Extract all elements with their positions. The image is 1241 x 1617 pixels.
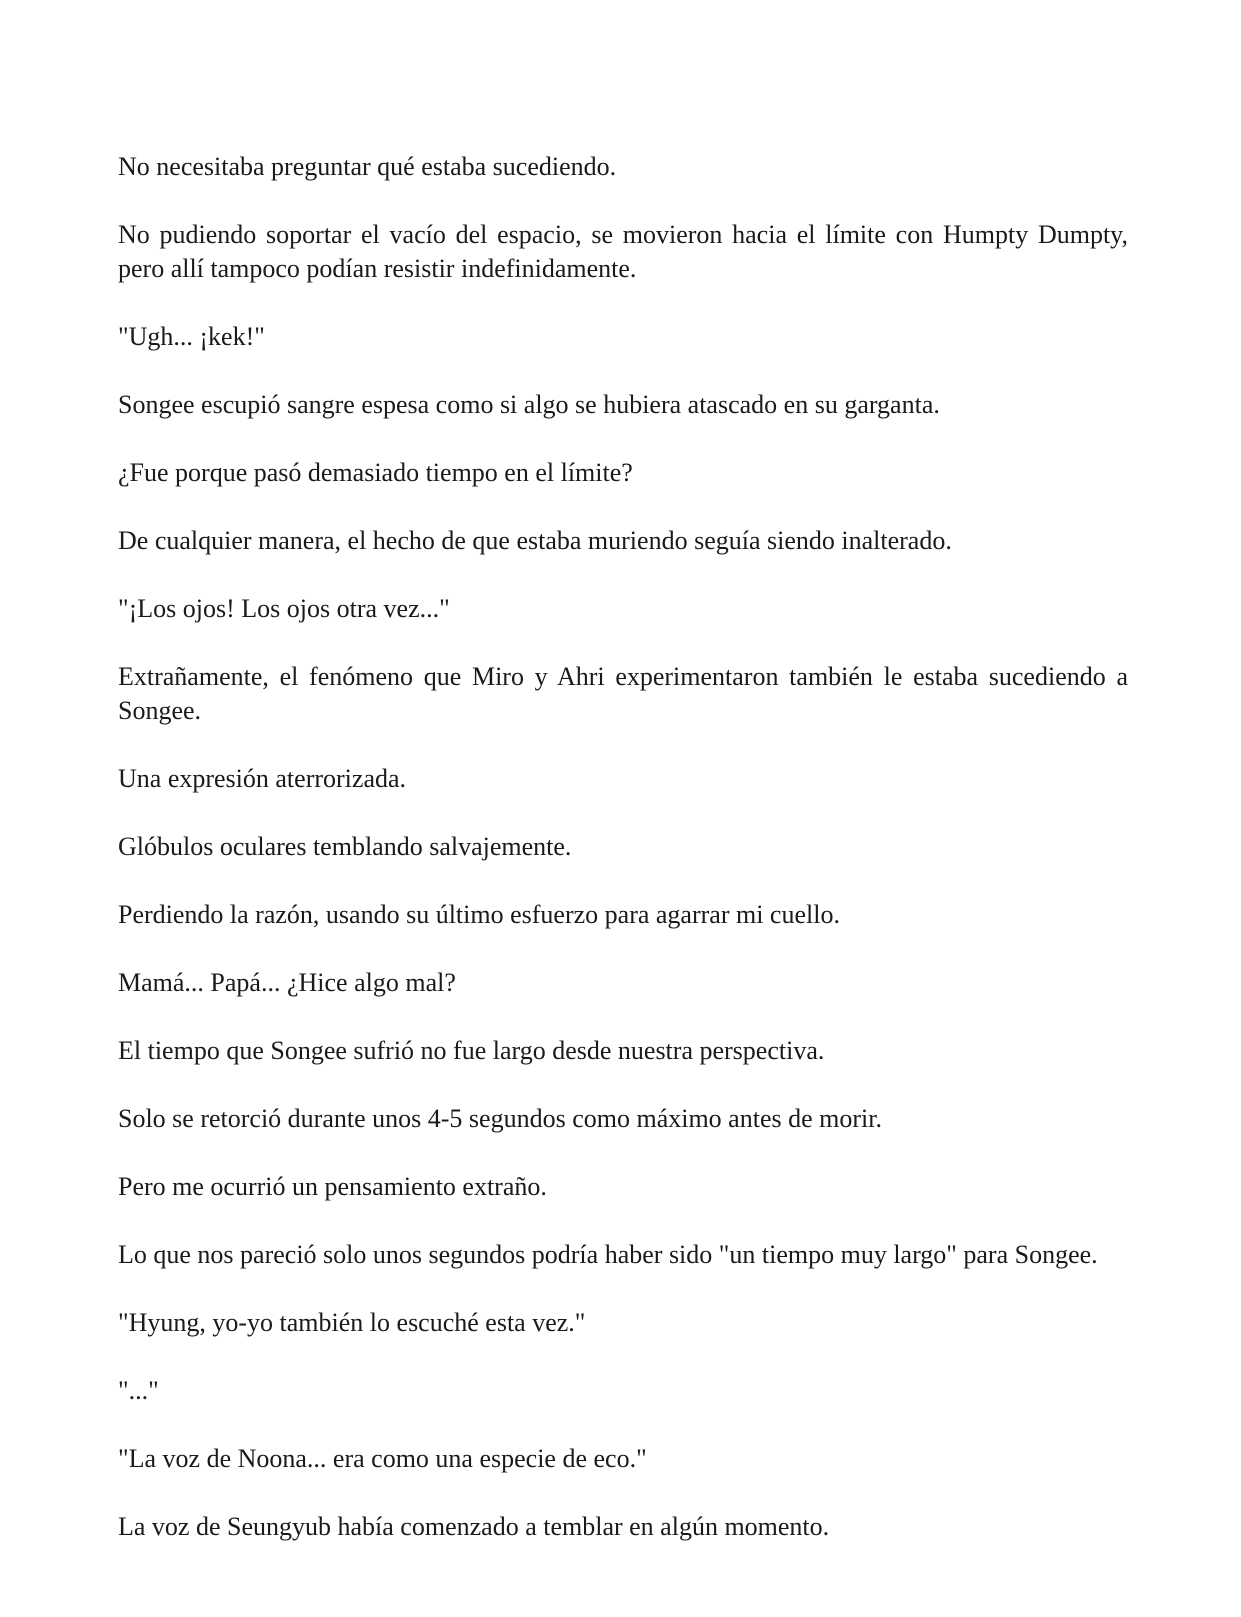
paragraph-11: Perdiendo la razón, usando su último esfuerzo para agarrar mi cuello.: [118, 900, 840, 929]
paragraph-14: Solo se retorció durante unos 4-5 segundos como máximo antes de morir.: [118, 1104, 882, 1133]
paragraph-19: "La voz de Noona... era como una especie de eco.": [118, 1444, 647, 1473]
paragraph-10: Glóbulos oculares temblando salvajemente.: [118, 832, 572, 861]
paragraph-12: Mamá... Papá... ¿Hice algo mal?: [118, 968, 456, 997]
paragraph-1: No necesitaba preguntar qué estaba sucediendo.: [118, 152, 617, 181]
paragraph-2: No pudiendo soportar el vacío del espacio, se movieron hacia el límite con Humpty Dumpty, pero allí tampoco podían resistir indefinidamente.: [118, 220, 1128, 283]
document-page: [118, 150, 1128, 1578]
paragraph-3: "Ugh... ¡kek!": [118, 322, 265, 351]
paragraph-6: De cualquier manera, el hecho de que estaba muriendo seguía siendo inalterado.: [118, 526, 952, 555]
paragraph-15: Pero me ocurrió un pensamiento extraño.: [118, 1172, 547, 1201]
paragraph-20: La voz de Seungyub había comenzado a temblar en algún momento.: [118, 1512, 830, 1541]
paragraph-13: El tiempo que Songee sufrió no fue largo desde nuestra perspectiva.: [118, 1036, 825, 1065]
paragraph-18: "...": [118, 1376, 159, 1405]
paragraph-9: Una expresión aterrorizada.: [118, 764, 407, 793]
paragraph-16: Lo que nos pareció solo unos segundos podría haber sido "un tiempo muy largo" para Songee.: [118, 1240, 1098, 1269]
paragraph-17: "Hyung, yo-yo también lo escuché esta vez.": [118, 1308, 586, 1337]
paragraph-8: Extrañamente, el fenómeno que Miro y Ahri experimentaron también le estaba sucediendo a Songee.: [118, 662, 1128, 725]
paragraph-5: ¿Fue porque pasó demasiado tiempo en el límite?: [118, 458, 633, 487]
paragraph-4: Songee escupió sangre espesa como si algo se hubiera atascado en su garganta.: [118, 390, 940, 419]
paragraph-7: "¡Los ojos! Los ojos otra vez...": [118, 594, 450, 623]
